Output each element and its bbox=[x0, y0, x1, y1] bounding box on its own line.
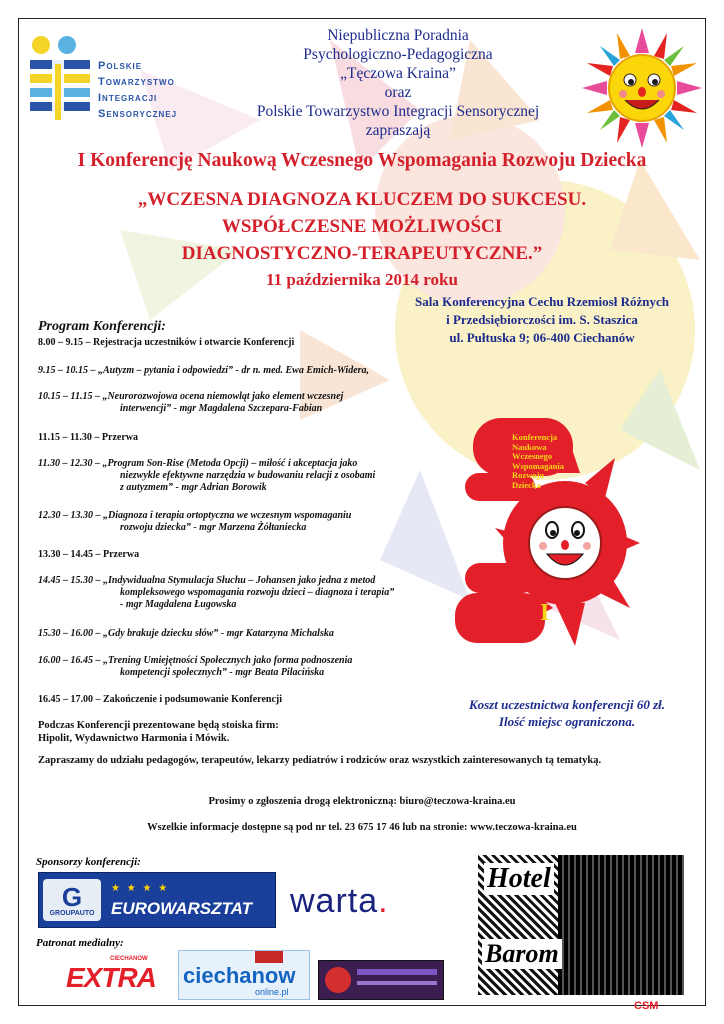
program-item bbox=[38, 694, 438, 706]
ptis-line3: Integracji bbox=[98, 92, 158, 104]
media-ciechanow-online-logo bbox=[178, 950, 310, 1000]
program-item-line1: 11.30 – 12.30 – „Program Son-Rise (Metoda Opcji) – miłość i akceptacja jako bbox=[38, 458, 358, 469]
program-item-line3: - mgr Magdalena Ługowska bbox=[120, 599, 237, 610]
barom-label: Barom bbox=[482, 939, 562, 969]
hotel-label: Hotel bbox=[484, 863, 554, 895]
media-tv-logo bbox=[318, 960, 444, 1000]
program-item-line2: kompetencji społecznych” - mgr Beata Pilacińska bbox=[120, 667, 325, 678]
program-item bbox=[38, 458, 438, 494]
conference-date: 11 października 2014 roku bbox=[266, 270, 458, 289]
ciechanow-label: ciechanow bbox=[183, 963, 296, 988]
conf-logo-line5: Rozwoju bbox=[512, 470, 545, 480]
conf-logo-line4: Wspomagania bbox=[512, 460, 564, 471]
groupauto-label: GROUPAUTO bbox=[49, 910, 95, 917]
sponsor-hotel-barom-logo bbox=[478, 855, 684, 995]
groupauto-badge bbox=[43, 879, 101, 921]
program-item-line1: 9.15 – 10.15 – „Autyzm – pytania i odpowiedzi” - dr n. med. Ewa Emich-Widera, bbox=[38, 365, 370, 376]
program-item-line1: 15.30 – 16.00 – „Gdy brakuje dziecku słów” - mgr Katarzyna Michalska bbox=[38, 628, 334, 639]
program-item-line2: niezwykle efektywne narzędzia w budowaniu relacji z osobami bbox=[120, 470, 376, 481]
venue-line1: Sala Konferencyjna Cechu Rzemiosł Różnych bbox=[415, 294, 669, 309]
ciechanow-building-icon bbox=[255, 951, 283, 963]
ptis-logo bbox=[30, 34, 94, 124]
program-item-line1: 8.00 – 9.15 – Rejestracja uczestników i otwarcie Konferencji bbox=[38, 337, 295, 348]
program-item bbox=[38, 391, 438, 415]
eu-stars-icon: ★ ★ ★ ★ bbox=[111, 883, 170, 894]
cost-line2: Ilość miejsc ograniczona. bbox=[498, 714, 636, 729]
eurowarsztat-label: EUROWARSZTAT bbox=[111, 899, 253, 918]
warta-dot-icon: . bbox=[378, 882, 389, 920]
program-item bbox=[38, 337, 438, 349]
motto-line1: „WCZESNA DIAGNOZA KLUCZEM DO SUKCESU. bbox=[137, 189, 587, 210]
conf-logo-line6: Dziecka bbox=[512, 479, 541, 490]
program-item-line1: 14.45 – 15.30 – „Indywidualna Stymulacja Słuchu – Johansen jako jedna z metod bbox=[38, 575, 376, 586]
program-item-line2: interwencji” - mgr Magdalena Szczepara-Fabian bbox=[120, 403, 323, 414]
cost-info bbox=[432, 696, 702, 730]
org-line5: Polskie Towarzystwo Integracji Sensorycznej bbox=[256, 103, 540, 120]
extra-ciechanow-label: CIECHANOW bbox=[110, 956, 148, 962]
cost-line1: Koszt uczestnictwa konferencji 60 zł. bbox=[468, 697, 666, 712]
conf-logo-line3: Wczesnego bbox=[512, 451, 553, 461]
conference-motto bbox=[20, 186, 704, 267]
registration-text: Prosimy o zgłoszenia drogą elektroniczną: biuro@teczowa-kraina.eu bbox=[208, 796, 516, 807]
program-item bbox=[38, 510, 438, 534]
tv-stripe bbox=[357, 969, 437, 975]
stands-info bbox=[38, 719, 279, 745]
tv-logo-icon bbox=[325, 967, 351, 993]
venue-line3: ul. Pułtuska 9; 06-400 Ciechanów bbox=[449, 330, 635, 345]
program-item-line2: kompleksowego wspomagania rozwoju dzieci – diagnoza i terapia” bbox=[120, 587, 395, 598]
extra-label: EXTRA bbox=[66, 962, 156, 993]
groupauto-g-icon: G bbox=[61, 882, 83, 912]
program-heading: Program Konferencji: bbox=[38, 319, 166, 334]
ptis-logo-mark bbox=[30, 34, 94, 124]
media-extra-logo bbox=[64, 958, 174, 996]
media-csm-logo: CSM bbox=[634, 1000, 659, 1012]
program-item bbox=[38, 628, 438, 640]
program-item bbox=[38, 575, 438, 611]
ptis-line4: Sensorycznej bbox=[98, 108, 178, 120]
sponsor-eurowarsztat-logo bbox=[38, 872, 276, 928]
org-line4: oraz bbox=[384, 84, 412, 101]
warta-label: warta bbox=[290, 882, 379, 920]
ptis-line1: Polskie bbox=[98, 60, 143, 72]
contact-info-text: Wszelkie informacje dostępne są pod nr tel. 23 675 17 46 lub na stronie: www.teczowa-kraina.eu bbox=[147, 822, 577, 833]
tv-stripe bbox=[357, 981, 437, 985]
conference-logo-text bbox=[512, 433, 564, 490]
ciechanow-online-label: online.pl bbox=[255, 987, 289, 997]
motto-line2: WSPÓŁCZESNE MOŻLIWOŚCI bbox=[221, 216, 503, 237]
conference-title: I Konferencję Naukową Wczesnego Wspomagania Rozwoju Dziecka bbox=[77, 150, 647, 171]
invitation-text: Zapraszamy do udziału pedagogów, terapeutów, lekarzy pediatrów i rodziców oraz wszystkich zainteresowanych tą tematyką. bbox=[38, 755, 602, 766]
program-item-line1: 16.45 – 17.00 – Zakończenie i podsumowanie Konferencji bbox=[38, 694, 282, 705]
ptis-logo-text bbox=[98, 58, 177, 122]
stands-line2: Hipolit, Wydawnictwo Harmonia i Mówik. bbox=[38, 733, 230, 744]
sponsor-warta-logo bbox=[290, 882, 389, 921]
program-item-line1: 10.15 – 11.15 – „Neurorozwojowa ocena niemowląt jako element wczesnej bbox=[38, 391, 344, 402]
hotel-pattern-block bbox=[558, 855, 684, 995]
conference-logo-numeral: I bbox=[540, 600, 550, 626]
sun-mascot-icon bbox=[582, 28, 702, 148]
conf-logo-line1: Konferencja bbox=[512, 432, 558, 442]
program-item-line1: 13.30 – 14.45 – Przerwa bbox=[38, 549, 140, 560]
program-item-line2: rozwoju dziecka” - mgr Marzena Żółtaniecka bbox=[120, 522, 307, 533]
program-item-line1: 16.00 – 16.45 – „Trening Umiejętności Społecznych jako forma podnoszenia bbox=[38, 655, 353, 666]
program-item bbox=[38, 432, 438, 444]
motto-line3: DIAGNOSTYCZNO-TERAPEUTYCZNE.” bbox=[181, 243, 543, 264]
sponsors-heading: Sponsorzy konferencji: bbox=[36, 856, 141, 868]
program-item-line1: 11.15 – 11.30 – Przerwa bbox=[38, 432, 138, 443]
org-line1: Niepubliczna Poradnia bbox=[327, 27, 469, 44]
program-item bbox=[38, 549, 438, 561]
program-item-line3: z autyzmem” - mgr Adrian Borowik bbox=[120, 482, 267, 493]
media-heading: Patronat medialny: bbox=[36, 937, 124, 949]
organizers-block bbox=[222, 26, 574, 140]
ptis-line2: Towarzystwo bbox=[98, 76, 175, 88]
program-item bbox=[38, 655, 438, 679]
conf-logo-line2: Naukowa bbox=[512, 441, 547, 452]
org-line2: Psychologiczno-Pedagogiczna bbox=[303, 46, 493, 63]
stands-line1: Podczas Konferencji prezentowane będą stoiska firm: bbox=[38, 720, 279, 731]
venue-line2: i Przedsiębiorczości im. S. Staszica bbox=[446, 312, 638, 327]
org-line6: zapraszają bbox=[365, 122, 431, 139]
org-line3: „Tęczowa Kraina” bbox=[340, 65, 456, 82]
program-item-line1: 12.30 – 13.30 – „Diagnoza i terapia ortoptyczna we wczesnym wspomaganiu bbox=[38, 510, 352, 521]
program-item bbox=[38, 365, 438, 377]
